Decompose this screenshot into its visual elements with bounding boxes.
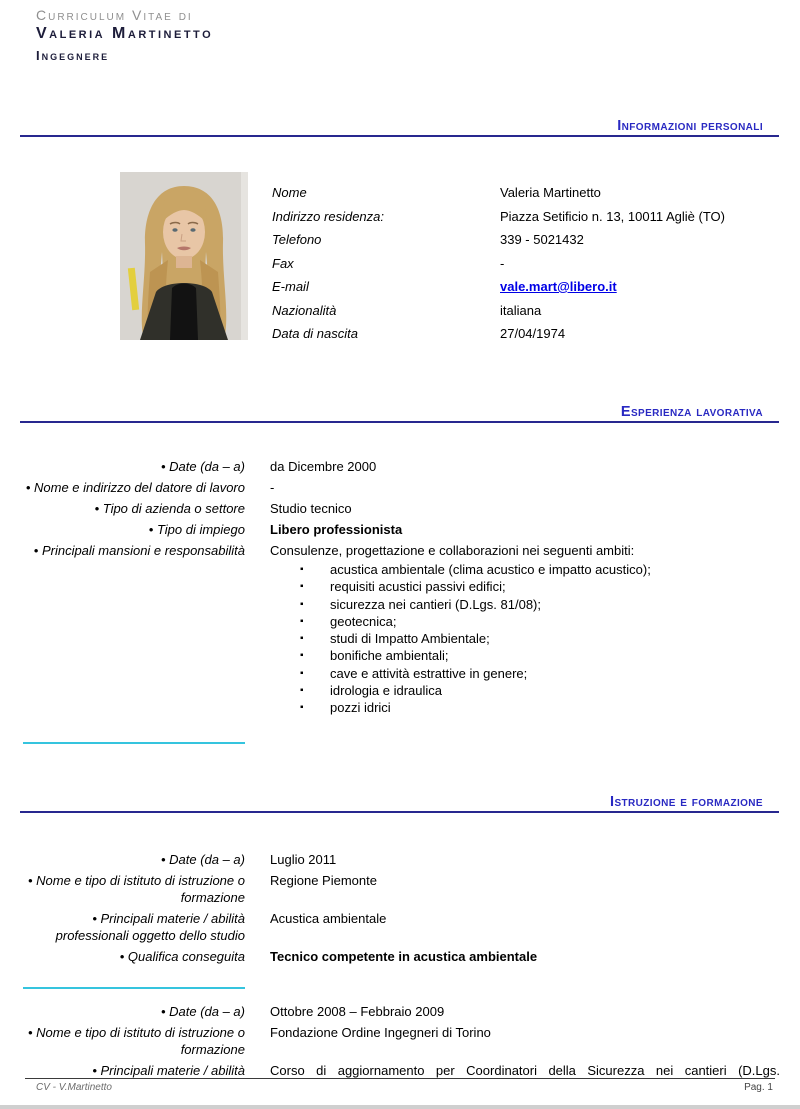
- edu2-school-row: [23, 1024, 780, 1058]
- square-bullet-icon: ▪: [300, 615, 304, 627]
- exp-employer-label: • Nome e indirizzo del datore di lavoro: [25, 480, 245, 495]
- field-indirizzo: [272, 208, 778, 225]
- duty-item: ▪ geotecnica;: [300, 613, 397, 629]
- edu1-date-label: • Date (da – a): [160, 852, 245, 867]
- edu1-school-row: [23, 872, 780, 906]
- field-nazionalita: [272, 302, 778, 319]
- square-bullet-icon: ▪: [300, 598, 304, 610]
- cv-role: Ingegnere: [36, 48, 110, 63]
- edu2-date-value: Ottobre 2008 – Febbraio 2009: [270, 1004, 445, 1019]
- field-email-label: E-mail: [272, 279, 309, 294]
- square-bullet-icon: ▪: [300, 581, 304, 593]
- footer-page-number: Pag. 1: [744, 1082, 773, 1093]
- section-education-title: Istruzione e formazione: [610, 794, 763, 810]
- exp-employer-value: -: [270, 480, 275, 495]
- exp-date-label: • Date (da – a): [160, 459, 245, 474]
- square-bullet-icon: ▪: [300, 564, 304, 575]
- education-entry-2: [23, 1003, 780, 1083]
- edu2-date-row: [23, 1003, 780, 1020]
- exp-duties-intro: Consulenze, progettazione e collaborazioni nei seguenti ambiti:: [270, 543, 635, 558]
- square-bullet-icon: ▪: [300, 633, 304, 645]
- exp-duties-value: [270, 542, 780, 717]
- exp-sector-row: [23, 500, 780, 517]
- duty-item: ▪ bonifiche ambientali;: [300, 648, 449, 664]
- field-fax: [272, 255, 778, 272]
- field-fax-label: Fax: [272, 255, 294, 271]
- exp-duties-label: • Principali mansioni e responsabilità: [33, 543, 245, 558]
- square-bullet-icon: ▪: [300, 650, 304, 662]
- edu2-school-value: Fondazione Ordine Ingegneri di Torino: [270, 1025, 491, 1040]
- exp-date-value: da Dicembre 2000: [270, 459, 377, 474]
- edu1-qualification-value: Tecnico competente in acustica ambientale: [270, 949, 538, 964]
- section-education-header: [20, 791, 779, 813]
- portrait-photo: [120, 172, 248, 340]
- exp-date-row: [23, 458, 780, 475]
- edu1-qualification-row: [23, 948, 780, 965]
- portrait-photo-image: [120, 172, 248, 340]
- cv-pretitle: Curriculum Vitae di: [36, 7, 193, 23]
- section-personal-header: [20, 115, 779, 137]
- field-telefono-value: 339 - 5021432: [500, 232, 584, 247]
- cv-name: Valeria Martinetto: [36, 25, 214, 42]
- cv-header: [36, 7, 213, 64]
- field-nome-label: Nome: [272, 185, 307, 200]
- edu2-subjects-row: [23, 1062, 780, 1079]
- edu1-subjects-label: • Principali materie / abilità professionali oggetto dello studio: [55, 911, 245, 943]
- field-nome: [272, 184, 778, 201]
- email-link[interactable]: vale.mart@libero.it: [500, 279, 617, 294]
- entry-separator: [23, 742, 245, 744]
- duty-item: ▪ acustica ambientale (clima acustico e impatto acustico);: [300, 562, 651, 577]
- duty-item: ▪ requisiti acustici passivi edifici;: [300, 579, 506, 595]
- field-indirizzo-value: Piazza Setificio n. 13, 10011 Agliè (TO): [500, 208, 725, 224]
- section-personal-title: Informazioni personali: [617, 118, 763, 134]
- exp-duties-row: [23, 542, 780, 717]
- experience-entry: [23, 458, 780, 721]
- square-bullet-icon: ▪: [300, 685, 304, 697]
- edu2-subjects-value: Corso di aggiornamento per Coordinatori della Sicurezza nei cantieri (D.Lgs.: [270, 1063, 780, 1078]
- edu1-subjects-value: Acustica ambientale: [270, 911, 387, 926]
- duty-list: [270, 561, 780, 717]
- field-email: [272, 278, 778, 295]
- square-bullet-icon: ▪: [300, 667, 304, 679]
- edu1-school-value: Regione Piemonte: [270, 873, 377, 888]
- field-nazionalita-label: Nazionalità: [272, 302, 337, 318]
- exp-sector-label: • Tipo di azienda o settore: [94, 501, 245, 516]
- field-indirizzo-label: Indirizzo residenza:: [272, 208, 384, 224]
- duty-item: ▪ sicurezza nei cantieri (D.Lgs. 81/08);: [300, 596, 541, 612]
- duty-item: ▪ pozzi idrici: [300, 700, 391, 716]
- edu1-subjects-row: [23, 910, 780, 944]
- field-nazionalita-value: italiana: [500, 302, 542, 318]
- exp-employer-row: [23, 479, 780, 496]
- field-nascita-value: 27/04/1974: [500, 326, 566, 341]
- field-nascita-label: Data di nascita: [272, 326, 358, 341]
- section-experience-header: [20, 401, 779, 423]
- duty-item: ▪ cave e attività estrattive in genere;: [300, 665, 528, 681]
- exp-sector-value: Studio tecnico: [270, 501, 352, 516]
- footer-doc-label: CV - V.Martinetto: [36, 1082, 112, 1093]
- exp-job-row: [23, 521, 780, 538]
- field-telefono-label: Telefono: [272, 232, 322, 247]
- edu2-date-label: • Date (da – a): [160, 1004, 245, 1019]
- duty-item: ▪ studi di Impatto Ambientale;: [300, 631, 490, 647]
- duty-item: ▪ idrologia e idraulica: [300, 683, 443, 699]
- edu2-subjects-label: • Principali materie / abilità: [92, 1063, 245, 1078]
- edu1-date-value: Luglio 2011: [270, 852, 337, 867]
- education-entry-1: [23, 851, 780, 969]
- field-fax-value: -: [500, 255, 505, 271]
- edu1-school-label: • Nome e tipo di istituto di istruzione o formazione: [28, 873, 245, 905]
- field-nome-value: Valeria Martinetto: [500, 185, 601, 200]
- page-bottom-edge: [0, 1105, 800, 1109]
- edu1-qualification-label: • Qualifica conseguita: [119, 949, 245, 964]
- personal-info-fields: [272, 184, 778, 349]
- field-telefono: [272, 231, 778, 248]
- exp-job-label: • Tipo di impiego: [148, 522, 245, 537]
- square-bullet-icon: ▪: [300, 702, 304, 714]
- footer-rule: [25, 1078, 775, 1079]
- entry-separator: [23, 987, 245, 989]
- edu2-school-label: • Nome e tipo di istituto di istruzione o formazione: [28, 1025, 245, 1057]
- edu1-date-row: [23, 851, 780, 868]
- section-experience-title: Esperienza lavorativa: [620, 404, 763, 420]
- field-nascita: [272, 325, 778, 342]
- exp-job-value: Libero professionista: [270, 522, 403, 537]
